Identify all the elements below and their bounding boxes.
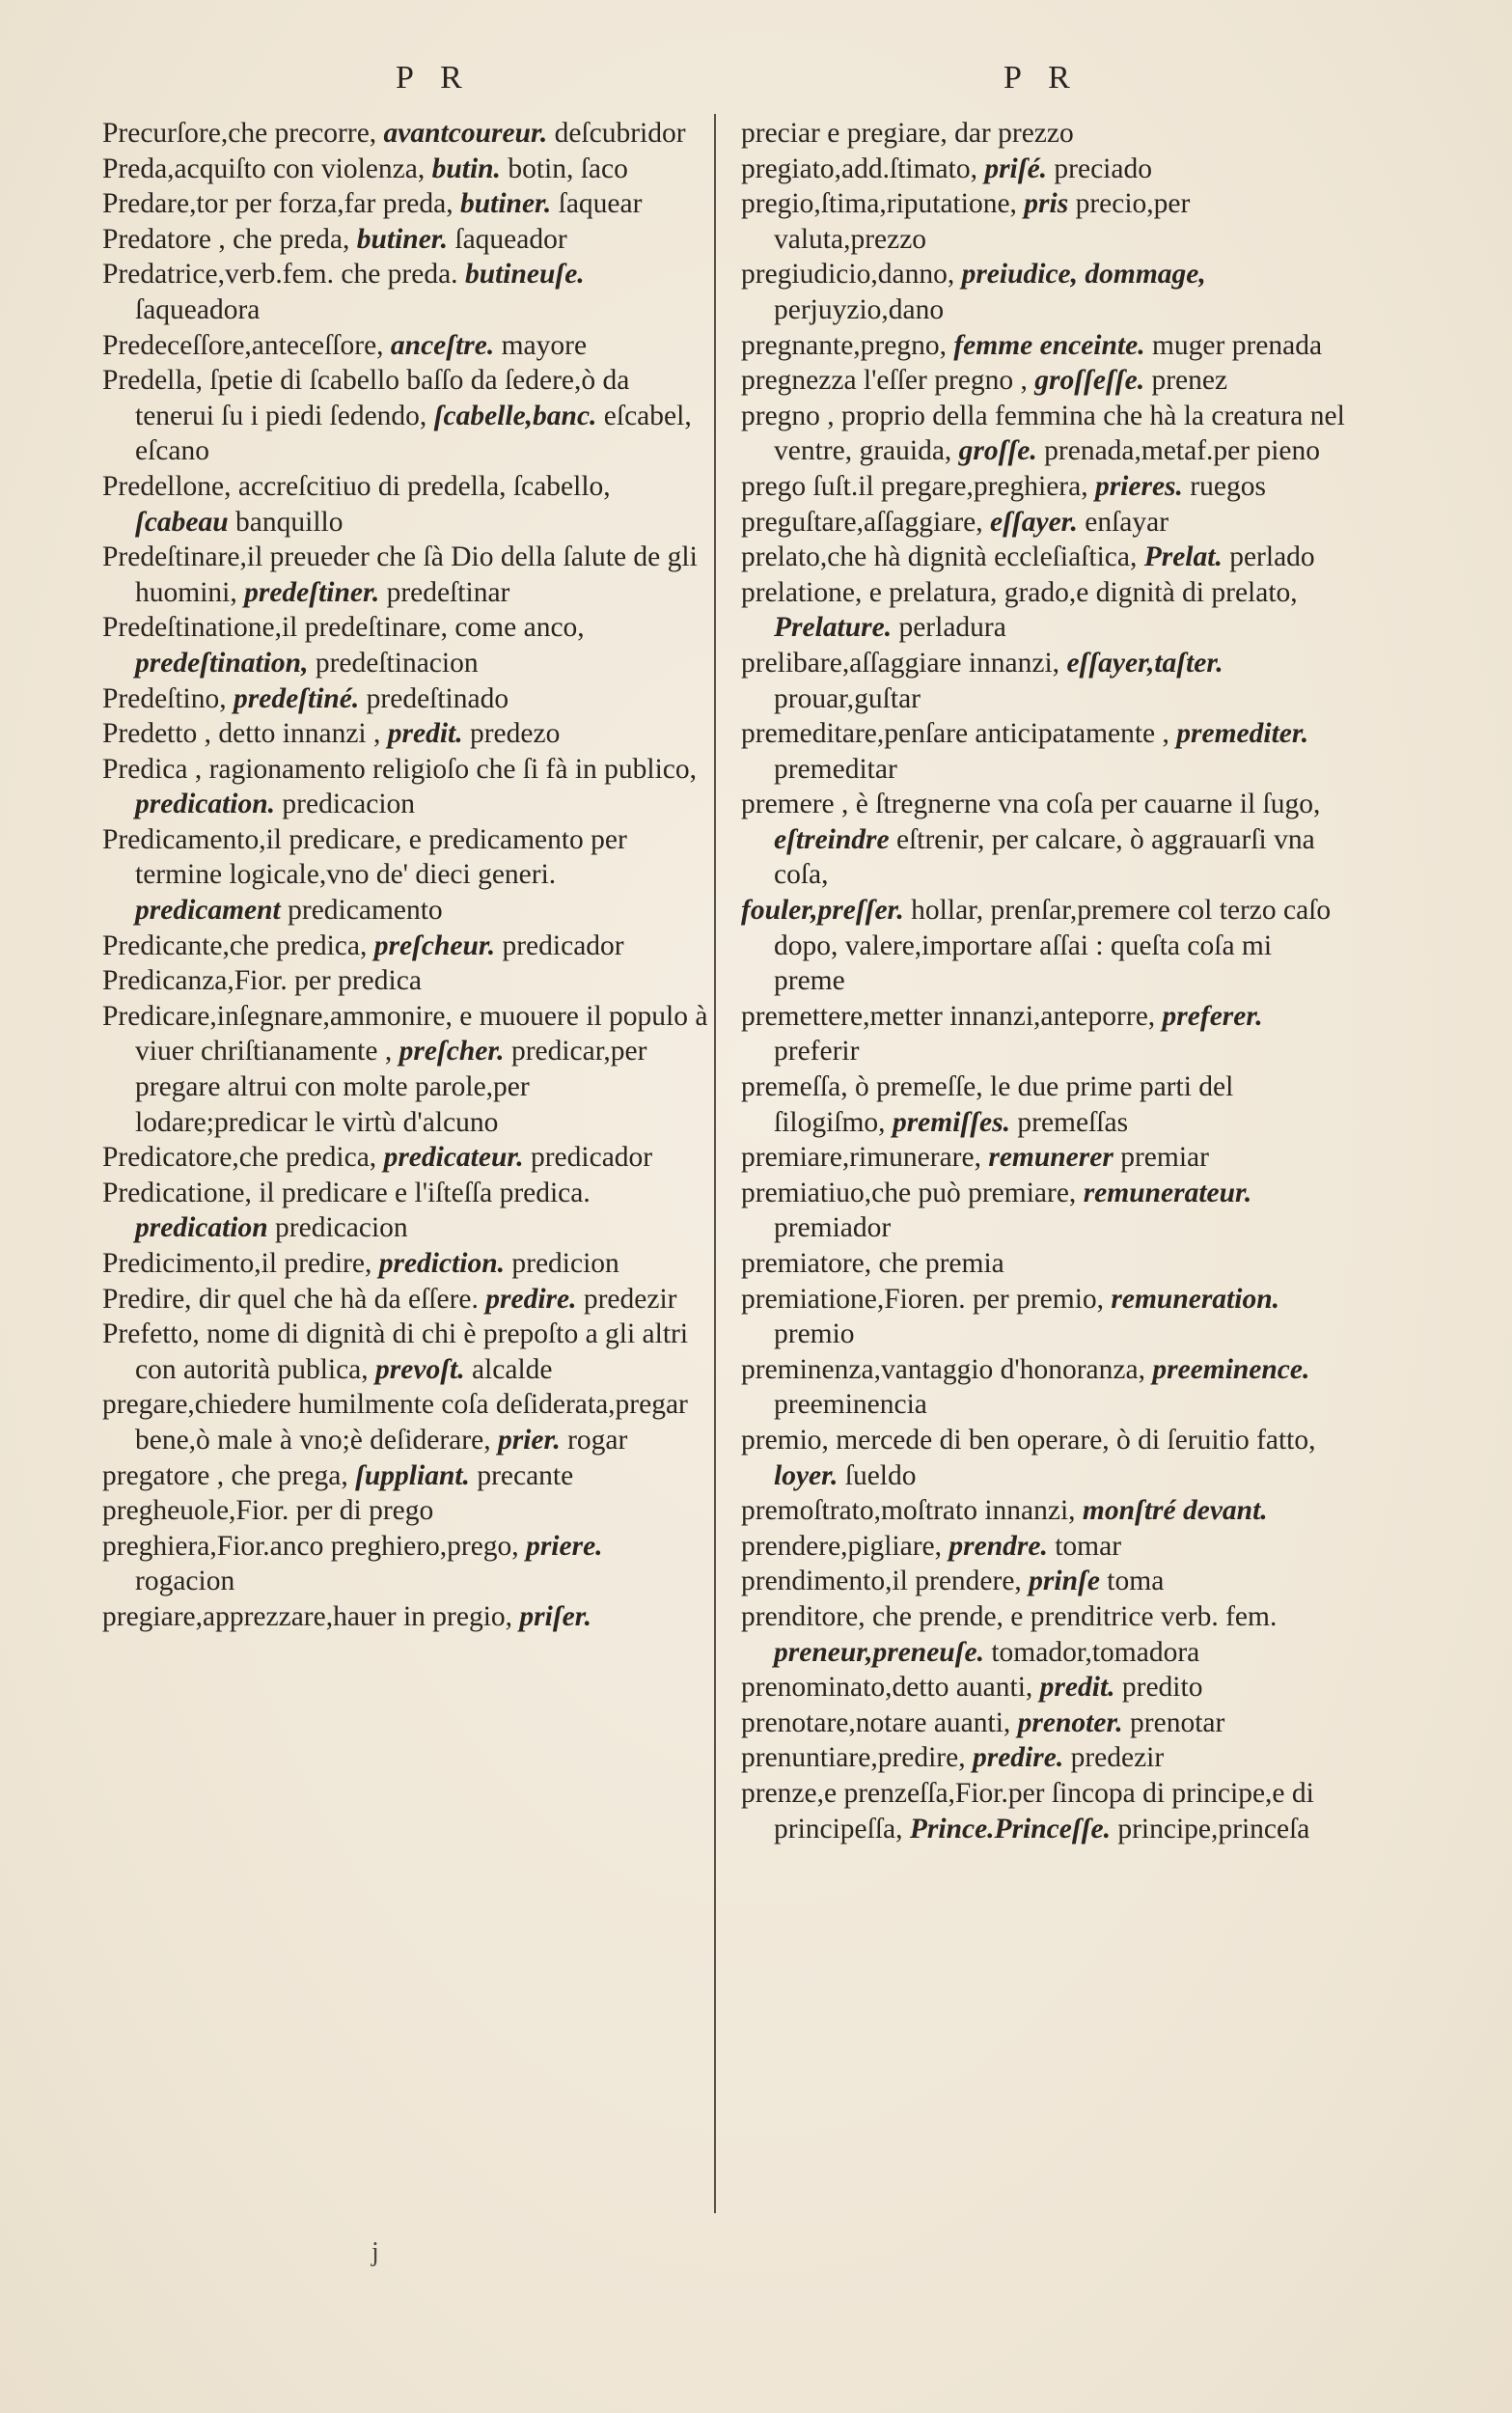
entry-french: avantcoureur.: [383, 118, 548, 149]
dictionary-entry: [741, 540, 1349, 575]
entry-italian: Predeſtinare,il preueder che ſà Dio della ſalute de gli huomini,: [102, 541, 698, 608]
dictionary-entry: [102, 328, 708, 364]
entry-spanish: preferir: [774, 1036, 860, 1068]
entry-italian: prego ſuſt.il pregare,preghiera,: [741, 470, 1088, 502]
entry-spanish: ſaqueadora: [135, 293, 261, 325]
entry-italian: premiatiuo,che può premiare,: [741, 1177, 1077, 1208]
entry-spanish: ſaqueador: [454, 223, 567, 255]
entry-spanish: predicacion: [275, 1212, 408, 1244]
dictionary-entry: [102, 1282, 708, 1317]
entry-italian: pregnante,pregno,: [741, 329, 947, 361]
entry-french: predit.: [1039, 1672, 1115, 1704]
entry-french: ſcabeau: [135, 506, 229, 538]
entry-spanish: ſueldo: [844, 1459, 917, 1491]
entry-french: prieres.: [1094, 470, 1183, 502]
entry-spanish: alcalde: [471, 1353, 553, 1385]
entry-french: predicament: [135, 895, 281, 927]
entry-spanish: toma: [1107, 1566, 1165, 1597]
dictionary-entry: [741, 328, 1349, 364]
entry-french: preeminence.: [1152, 1353, 1310, 1385]
entry-spanish: mayore: [501, 329, 588, 361]
entry-italian: pregio,ſtima,riputatione,: [741, 188, 1017, 220]
entry-italian: premere , è ſtregnerne vna coſa per cauarne il ſugo,: [741, 789, 1321, 820]
dictionary-entry: [741, 1493, 1349, 1529]
entry-french: preſcher.: [399, 1036, 505, 1068]
entry-italian: Predicimento,il predire,: [102, 1248, 372, 1279]
dictionary-entry: [741, 999, 1349, 1069]
entry-italian: premiare,rimunerare,: [741, 1142, 981, 1174]
entry-italian: Predatrice,verb.fem. che preda.: [102, 259, 458, 291]
entry-french: remuneration.: [1111, 1283, 1279, 1315]
dictionary-entry: [741, 1423, 1349, 1493]
dictionary-entry: [102, 822, 708, 929]
entry-italian: Predicante,che predica,: [102, 929, 368, 961]
entry-french: prier.: [497, 1424, 561, 1456]
entry-italian: pregatore , che prega,: [102, 1459, 348, 1491]
entry-french: remunerateur.: [1083, 1177, 1252, 1208]
running-head-right: P R: [1003, 60, 1080, 96]
entry-french: premediter.: [1176, 718, 1309, 750]
dictionary-entry: [741, 1670, 1349, 1706]
entry-french: prendre.: [948, 1530, 1048, 1562]
entry-french: ſuppliant.: [355, 1459, 470, 1491]
entry-french: anceſtre.: [390, 329, 495, 361]
entry-italian: prendimento,il prendere,: [741, 1566, 1022, 1597]
dictionary-entry: [741, 1564, 1349, 1599]
dictionary-entry: [741, 646, 1349, 716]
entry-french: priſé.: [984, 153, 1048, 184]
entry-spanish: predeſtinacion: [315, 647, 479, 679]
dictionary-entry: [741, 1140, 1349, 1176]
dictionary-entry: [741, 257, 1349, 327]
entry-italian: prelatione, e prelatura, grado,e dignità di prelato,: [741, 576, 1298, 608]
entry-italian: Predicatore,che predica,: [102, 1142, 377, 1174]
entry-french: Prelat.: [1143, 541, 1223, 573]
dictionary-entry: [102, 1387, 708, 1457]
entry-french: premiſſes.: [892, 1106, 1010, 1138]
entry-spanish: premiar: [1120, 1142, 1209, 1174]
entry-spanish: preciado: [1054, 153, 1152, 184]
entry-spanish: premio: [774, 1318, 855, 1350]
entry-italian: prelibare,aſſaggiare innanzi,: [741, 647, 1060, 679]
entry-spanish: banquillo: [235, 506, 344, 538]
dictionary-entry: [741, 575, 1349, 646]
entry-spanish: rogacion: [135, 1566, 235, 1597]
running-head-left: P R: [396, 60, 472, 96]
dictionary-entry: [741, 363, 1349, 399]
entry-italian: Predeſtinatione,il predeſtinare, come anco,: [102, 612, 585, 644]
entry-italian: prenominato,detto auanti,: [741, 1672, 1033, 1704]
entry-spanish: premeſſas: [1017, 1106, 1129, 1138]
dictionary-entry: [102, 999, 708, 1140]
dictionary-entry: [102, 1246, 708, 1282]
dictionary-entry: [102, 116, 708, 152]
entry-french: priere.: [526, 1530, 603, 1562]
dictionary-entry: [741, 1352, 1349, 1423]
dictionary-entry: [102, 469, 708, 540]
entry-french: loyer.: [774, 1459, 838, 1491]
entry-french: pris: [1024, 188, 1069, 220]
entry-italian: Predire, dir quel che hà da eſſere.: [102, 1283, 479, 1315]
entry-italian: pregiudicio,danno,: [741, 259, 955, 291]
entry-italian: pregheuole,Fior. per di prego: [102, 1495, 434, 1527]
entry-spanish: ruegos: [1190, 470, 1266, 502]
entry-italian: preghiera,Fior.anco preghiero,prego,: [102, 1530, 519, 1562]
entry-spanish: predicador: [502, 929, 624, 961]
entry-italian: pregiato,add.ſtimato,: [741, 153, 977, 184]
dictionary-entry: [102, 363, 708, 469]
entry-french: predire.: [485, 1283, 577, 1315]
entry-italian: Predica , ragionamento religioſo che ſi fà in publico,: [102, 753, 698, 785]
entry-italian: prenuntiare,predire,: [741, 1742, 966, 1774]
dictionary-entry: [102, 1493, 708, 1529]
dictionary-entry: [102, 610, 708, 680]
entry-spanish: predicar,per pregare altrui con molte parole,per lodare;predicar le virtù d'alcuno: [135, 1036, 647, 1138]
entry-french: groſſe.: [958, 435, 1037, 467]
entry-italian: Predare,tor per forza,far preda,: [102, 188, 454, 220]
entry-french: predeſtiné.: [234, 682, 360, 714]
dictionary-entry: [741, 1529, 1349, 1565]
entry-french: monſtré devant.: [1082, 1495, 1268, 1527]
dictionary-entry: [741, 787, 1349, 893]
entry-french: preneur,preneuſe.: [774, 1636, 984, 1668]
entry-french: preſcheur.: [373, 929, 496, 961]
entry-spanish: predezir: [1070, 1742, 1165, 1774]
dictionary-entry: [102, 929, 708, 964]
entry-french: predication.: [135, 789, 276, 820]
entry-spanish: enſayar: [1085, 506, 1169, 538]
entry-italian: preciar e pregiare, dar prezzo: [741, 118, 1074, 149]
dictionary-entry: [102, 1529, 708, 1599]
entry-french: Prince.Princeſſe.: [909, 1813, 1111, 1844]
entry-italian: premio, mercede di ben operare, ò di ſeruitio fatto,: [741, 1424, 1316, 1456]
entry-italian: premoſtrato,moſtrato innanzi,: [741, 1495, 1076, 1527]
entry-french: priſer.: [519, 1600, 591, 1632]
entry-french: butiner.: [356, 223, 449, 255]
entry-italian: Predeſtino,: [102, 682, 227, 714]
entry-french: fouler,preſſer.: [741, 895, 904, 927]
entry-spanish: preeminencia: [774, 1389, 927, 1421]
entry-french: femme enceinte.: [953, 329, 1145, 361]
entry-italian: Predeceſſore,anteceſſore,: [102, 329, 384, 361]
entry-italian: preguſtare,aſſaggiare,: [741, 506, 983, 538]
entry-italian: premeditare,penſare anticipatamente ,: [741, 718, 1169, 750]
entry-spanish: perjuyzio,dano: [774, 293, 945, 325]
entry-spanish: predicamento: [288, 895, 443, 927]
dictionary-entry: [102, 716, 708, 752]
entry-spanish: tomar: [1055, 1530, 1122, 1562]
entry-spanish: prenez: [1151, 365, 1228, 397]
entry-italian: Predicanza,Fior. per predica: [102, 965, 422, 997]
entry-french: predire.: [972, 1742, 1064, 1774]
dictionary-entry: [741, 116, 1349, 152]
entry-italian: preminenza,vantaggio d'honoranza,: [741, 1353, 1145, 1385]
entry-spanish: precante: [477, 1459, 574, 1491]
entry-spanish: prouar,guſtar: [774, 682, 921, 714]
entry-spanish: tomador,tomadora: [991, 1636, 1200, 1668]
entry-french: predit.: [387, 718, 463, 750]
entry-spanish: predito: [1121, 1672, 1203, 1704]
entry-spanish: premeditar: [774, 753, 897, 785]
entry-spanish: predicacion: [282, 789, 416, 820]
dictionary-entry: [741, 893, 1349, 999]
dictionary-entry: [102, 681, 708, 717]
dictionary-entry: [741, 1599, 1349, 1670]
entry-italian: Predellone, accreſcitiuo di predella, ſcabello,: [102, 470, 611, 502]
dictionary-entry: [102, 257, 708, 327]
entry-french: eſſayer,taſter.: [1066, 647, 1223, 679]
entry-french: preferer.: [1162, 1000, 1263, 1032]
entry-spanish: precio,per valuta,prezzo: [774, 188, 1191, 255]
entry-french: butiner.: [459, 188, 552, 220]
entry-italian: prendere,pigliare,: [741, 1530, 943, 1562]
entry-italian: premiatione,Fioren. per premio,: [741, 1283, 1105, 1315]
entry-spanish: principe,princeſa: [1117, 1813, 1310, 1844]
entry-italian: pregno , proprio della femmina che hà la creatura nel ventre, grauida,: [741, 400, 1345, 467]
entry-italian: Prefetto, nome di dignità di chi è prepoſto a gli altri con autorità publica,: [102, 1318, 689, 1385]
entry-french: Prelature.: [774, 612, 893, 644]
left-column: [102, 116, 708, 1635]
entry-italian: Predatore , che preda,: [102, 223, 350, 255]
dictionary-entry: [741, 1246, 1349, 1282]
entry-spanish: rogar: [567, 1424, 628, 1456]
entry-spanish: perladura: [898, 612, 1006, 644]
entry-italian: Predetto , detto innanzi ,: [102, 718, 381, 750]
dictionary-entry: [102, 1599, 708, 1635]
dictionary-entry: [102, 1458, 708, 1494]
entry-french: groſſeſſe.: [1034, 365, 1145, 397]
entry-french: predeſtination,: [135, 647, 309, 679]
entry-italian: Precurſore,che precorre,: [102, 118, 377, 149]
dictionary-entry: [102, 540, 708, 610]
entry-spanish: eſcabel, eſcano: [135, 400, 692, 467]
entry-spanish: eſtrenir, per calcare, ò aggrauarſi vna coſa,: [774, 823, 1315, 891]
entry-french: eſtreindre: [774, 823, 890, 855]
entry-spanish: predicion: [511, 1248, 619, 1279]
entry-french: prinſe: [1029, 1566, 1100, 1597]
dictionary-entry: [102, 1317, 708, 1387]
entry-spanish: prenada,metaf.per pieno: [1044, 435, 1320, 467]
entry-spanish: perlado: [1229, 541, 1315, 573]
dictionary-entry: [741, 152, 1349, 187]
entry-spanish: predeſtinar: [386, 576, 510, 608]
dictionary-entry: [741, 1776, 1349, 1846]
dictionary-entry: [741, 1282, 1349, 1352]
entry-french: prediction.: [378, 1248, 506, 1279]
entry-italian: Predicatione, il predicare e l'iſteſſa predica.: [102, 1177, 591, 1208]
dictionary-entry: [102, 152, 708, 187]
entry-french: predeſtiner.: [244, 576, 380, 608]
entry-spanish: predezo: [469, 718, 561, 750]
entry-italian: Predicare,inſegnare,ammonire, e muouere il populo à viuer chriſtianamente ,: [102, 1000, 708, 1068]
entry-italian: premettere,metter innanzi,anteporre,: [741, 1000, 1156, 1032]
entry-spanish: muger prenada: [1151, 329, 1323, 361]
entry-french: predicateur.: [383, 1142, 524, 1174]
entry-spanish: predezir: [583, 1283, 677, 1315]
entry-french: butin.: [431, 153, 501, 184]
dictionary-entry: [741, 399, 1349, 469]
entry-spanish: ſaquear: [558, 188, 643, 220]
entry-french: remunerer: [988, 1142, 1113, 1174]
entry-french: prenoter.: [1017, 1706, 1123, 1738]
entry-spanish: premiador: [774, 1212, 892, 1244]
entry-spanish: hollar, prenſar,premere col terzo caſo dopo, valere,importare aſſai : queſta coſa mi preme: [774, 895, 1332, 997]
entry-italian: pregiare,apprezzare,hauer in pregio,: [102, 1600, 513, 1632]
entry-italian: pregare,chiedere humilmente coſa deſiderata,pregar bene,ò male à vno;è deſiderare,: [102, 1389, 688, 1456]
right-column: [741, 116, 1349, 1846]
dictionary-entry: [741, 1706, 1349, 1741]
dictionary-entry: [102, 1140, 708, 1176]
entry-spanish: predicador: [530, 1142, 653, 1174]
entry-italian: prelato,che hà dignità eccleſiaſtica,: [741, 541, 1138, 573]
dictionary-entry: [102, 222, 708, 258]
entry-french: eſſayer.: [989, 506, 1078, 538]
entry-italian: prenotare,notare auanti,: [741, 1706, 1011, 1738]
dictionary-entry: [102, 186, 708, 222]
entry-spanish: botin, ſaco: [508, 153, 628, 184]
entry-italian: Predella, ſpetie di ſcabello baſſo da ſedere,ò da tenerui ſu i piedi ſedendo,: [102, 365, 630, 431]
entry-italian: Preda,acquiſto con violenza,: [102, 153, 426, 184]
entry-italian: premiatore, che premia: [741, 1248, 1004, 1279]
column-divider: [714, 114, 716, 2213]
dictionary-entry: [741, 716, 1349, 787]
entry-spanish: deſcubridor: [554, 118, 686, 149]
entry-french: ſcabelle,banc.: [433, 400, 597, 431]
entry-italian: prenze,e prenzeſſa,Fior.per ſincopa di principe,e di principeſſa,: [741, 1777, 1314, 1844]
footer-mark: j: [371, 2237, 379, 2267]
dictionary-entry: [102, 1176, 708, 1246]
entry-french: prevoſt.: [375, 1353, 465, 1385]
dictionary-entry: [741, 1069, 1349, 1140]
dictionary-entry: [741, 186, 1349, 257]
dictionary-entry: [741, 469, 1349, 505]
entry-french: preiudice, dommage,: [961, 259, 1206, 291]
entry-french: butineuſe.: [464, 259, 585, 291]
dictionary-entry: [741, 1740, 1349, 1776]
entry-italian: Predicamento,il predicare, e predicamento per termine logicale,vno de' dieci generi.: [102, 823, 627, 891]
entry-italian: pregnezza l'eſſer pregno ,: [741, 365, 1028, 397]
entry-spanish: prenotar: [1130, 1706, 1225, 1738]
dictionary-entry: [741, 1176, 1349, 1246]
dictionary-entry: [102, 963, 708, 999]
entry-italian: prenditore, che prende, e prenditrice verb. fem.: [741, 1600, 1278, 1632]
entry-spanish: predeſtinado: [366, 682, 509, 714]
dictionary-entry: [102, 752, 708, 822]
entry-french: predication: [135, 1212, 268, 1244]
dictionary-entry: [741, 505, 1349, 541]
entry-italian: premeſſa, ò premeſſe, le due prime parti del ſilogiſmo,: [741, 1071, 1234, 1138]
